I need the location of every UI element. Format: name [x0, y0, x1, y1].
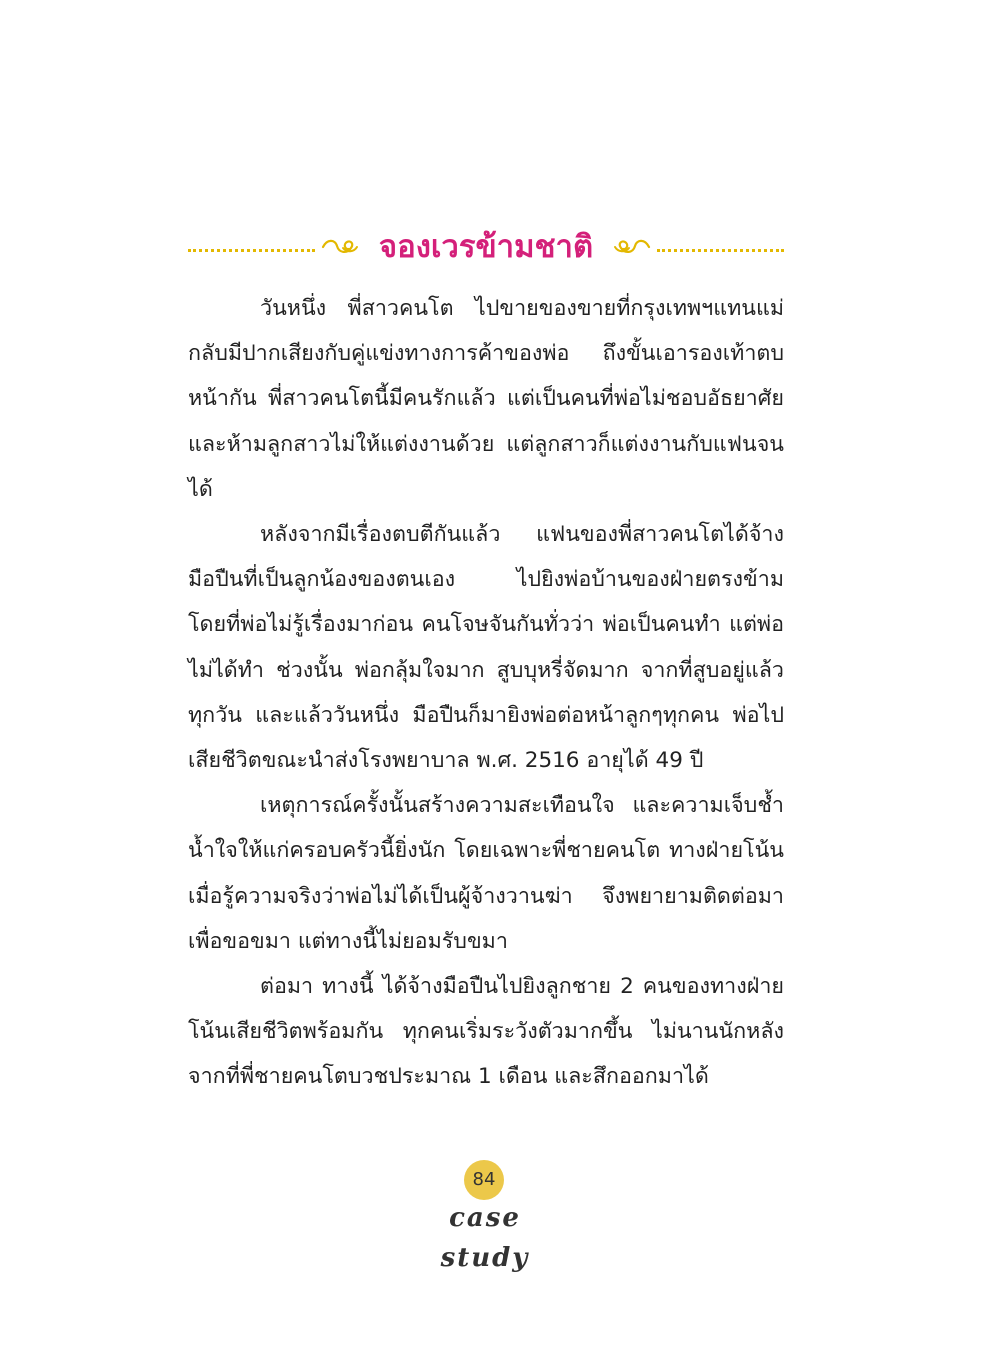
chapter-title: จองเวรข้ามชาติ [378, 229, 594, 265]
footer-book-title: case study [440, 1203, 530, 1273]
swirl-ornament-right-icon [613, 236, 651, 258]
dotted-rule-right [657, 249, 784, 252]
swirl-ornament-left-icon [321, 236, 359, 258]
paragraph-4: ต่อมา ทางนี้ ได้จ้างมือปืนไปยิงลูกชาย 2 คนของทางฝ่ายโน้นเสียชีวิตพร้อมกัน ทุกคนเริ่มระวังตัวมากขึ้น ไม่นานนักหลังจากที่พี่ชายคนโตบวชประมาณ 1 เดือน และสึกออกมาได้ [188, 974, 784, 1090]
paragraph-1: วันหนึ่ง พี่สาวคนโต ไปขายของขายที่กรุงเทพฯแทนแม่ กลับมีปากเสียงกับคู่แข่งทางการค้าของพ่อ ถึงขั้นเอารองเท้าตบหน้ากัน พี่สาวคนโตนี้มีคนรักแล้ว แต่เป็นคนที่พ่อไม่ชอบอัธยาศัย และห้ามลูกสาวไม่ให้แต่งงานด้วย แต่ลูกสาวก็แต่งงานกับแฟนจนได้ [188, 296, 784, 502]
chapter-heading [188, 222, 784, 272]
body-text [188, 286, 784, 1100]
page-number-badge: 84 [464, 1160, 504, 1200]
dotted-rule-left [188, 249, 315, 252]
paragraph-2: หลังจากมีเรื่องตบตีกันแล้ว แฟนของพี่สาวคนโตได้จ้างมือปืนที่เป็นลูกน้องของตนเอง ไปยิงพ่อบ้านของฝ่ายตรงข้าม โดยที่พ่อไม่รู้เรื่องมาก่อน คนโจษจันกันทั่วว่า พ่อเป็นคนทำ แต่พ่อไม่ได้ทำ ช่วงนั้น พ่อกลุ้มใจมาก สูบบุหรี่จัดมาก จากที่สูบอยู่แล้วทุกวัน และแล้ววันหนึ่ง มือปืนก็มายิงพ่อต่อหน้าลูกๆทุกคน พ่อไปเสียชีวิตขณะนำส่งโรงพยาบาล พ.ศ. 2516 อายุได้ 49 ปี [188, 522, 784, 774]
paragraph-3: เหตุการณ์ครั้งนั้นสร้างความสะเทือนใจ และความเจ็บช้ำน้ำใจให้แก่ครอบครัวนี้ยิ่งนัก โดยเฉพาะพี่ชายคนโต ทางฝ่ายโน้นเมื่อรู้ความจริงว่าพ่อไม่ได้เป็นผู้จ้างวานฆ่า จึงพยายามติดต่อมาเพื่อขอขมา แต่ทางนี้ไม่ยอมรับขมา [188, 793, 784, 954]
